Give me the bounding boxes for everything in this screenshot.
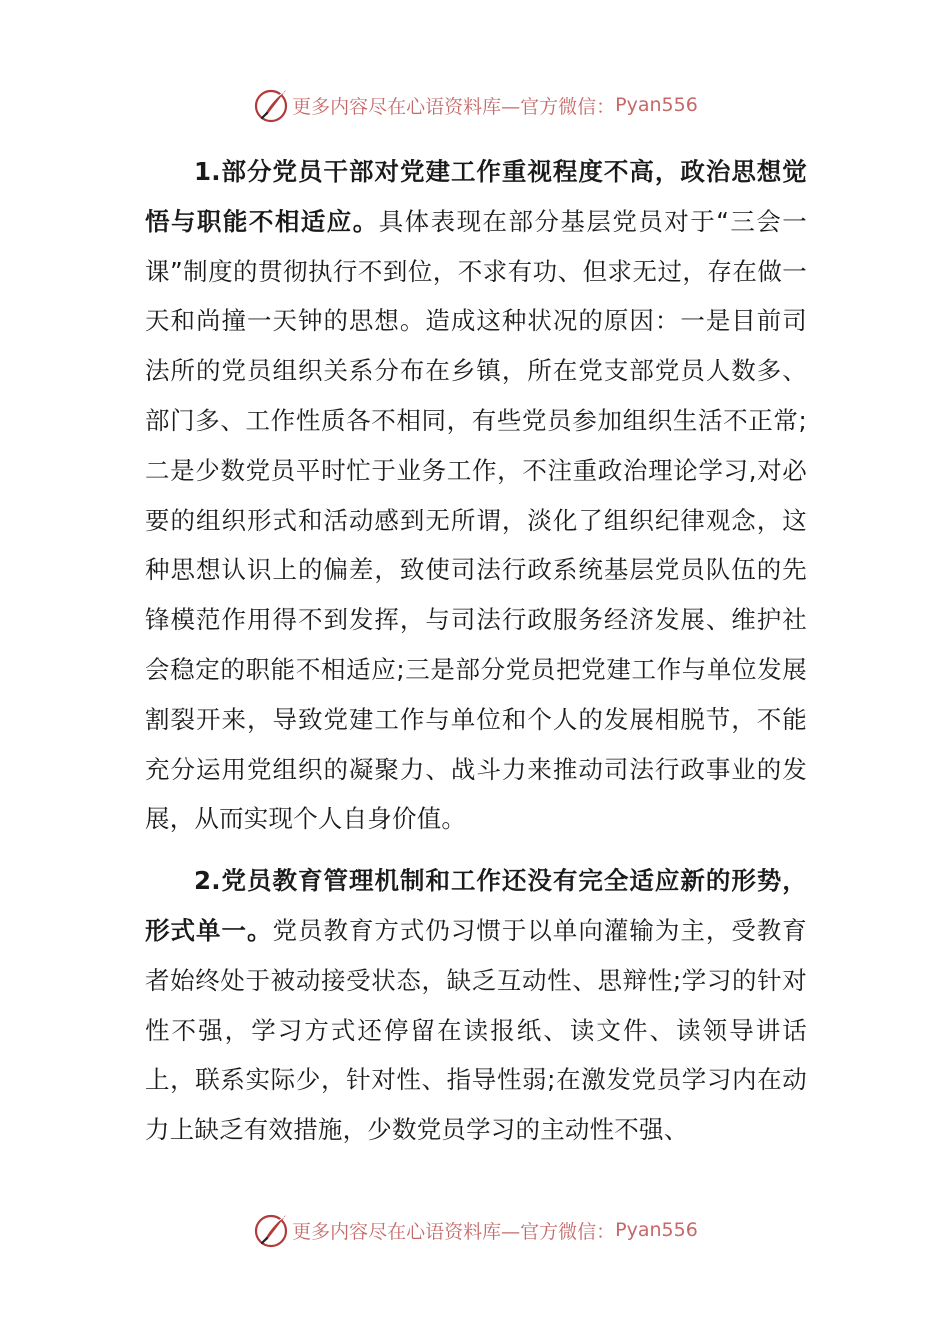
paragraph-1-lead: 1.部分党员干部对党建工作重视程度不高，政治思想觉悟与职能不相适应。 [145, 157, 807, 236]
banner-text: 更多内容尽在心语资料库—官方微信： [292, 1220, 616, 1243]
document-body [145, 147, 807, 1167]
paragraph-2-lead: 2.党员教育管理机制和工作还没有完全适应新的形势，形式单一。 [145, 866, 807, 945]
paragraph-2-body: 党员教育方式仍习惯于以单向灌输为主，受教育者始终处于被动接受状态，缺乏互动性、思辩性;学习的针对性不强，学习方式还停留在读报纸、读文件、读领导讲话上，联系实际少，针对性、指导性弱;在激发党员学习内在动力上缺乏有效措施，少数党员学习的主动性不强、 [145, 915, 808, 1145]
paragraph-1 [145, 147, 807, 844]
banner-wechat-id: Pyan556 [615, 94, 698, 116]
paragraph-1-body: 具体表现在部分基层党员对于“三会一课”制度的贯彻执行不到位，不求有功、但求无过，存在做一天和尚撞一天钟的思想。造成这种状况的原因：一是目前司法所的党员组织关系分布在乡镇，所在党支部党员人数多、部门多、工作性质各不相同，有些党员参加组织生活不正常;二是少数党员平时忙于业务工作，不注重政治理论学习,对必要的组织形式和活动感到无所谓，淡化了组织纪律观念，这种思想认识上的偏差，致使司法行政系统基层党员队伍的先锋模范作用得不到发挥，与司法行政服务经济发展、维护社会稳定的职能不相适应;三是部分党员把党建工作与单位发展割裂开来，导致党建工作与单位和个人的发展相脱节，不能充分运用党组织的凝聚力、战斗力来推动司法行政事业的发展，从而实现个人自身价值。 [145, 206, 807, 834]
quill-pen-circle-icon [252, 86, 290, 124]
banner-text: 更多内容尽在心语资料库—官方微信： [292, 95, 616, 118]
header-banner [0, 83, 950, 127]
paragraph-2 [145, 856, 807, 1155]
footer-banner [0, 1208, 950, 1252]
banner-wechat-id: Pyan556 [615, 1219, 698, 1241]
quill-pen-circle-icon [252, 1211, 290, 1249]
